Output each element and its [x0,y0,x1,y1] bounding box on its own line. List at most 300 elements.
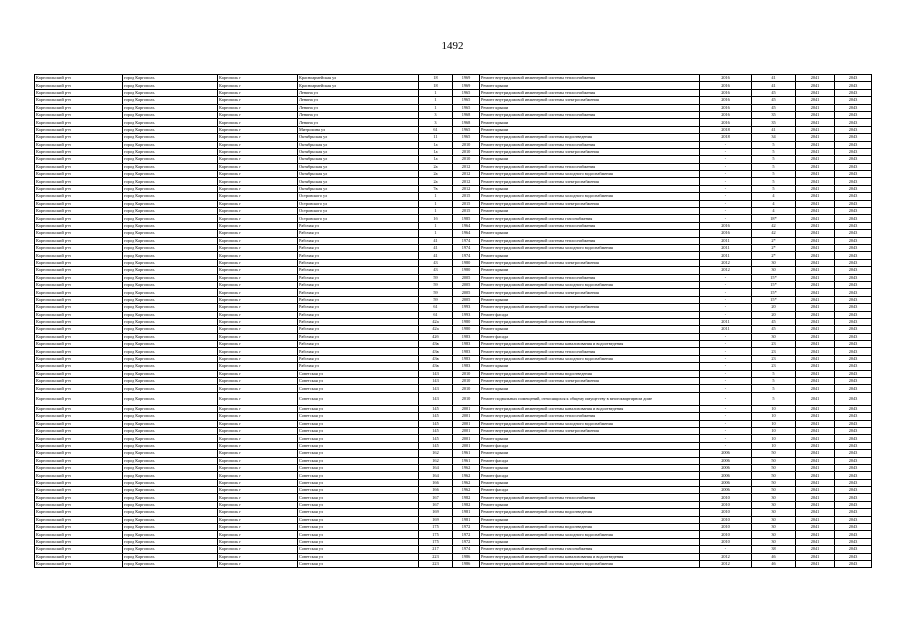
house-number-cell: 1а [419,156,453,163]
table-row [35,464,872,471]
locality-cell: Каргополь г [218,126,298,133]
last-repair-year-cell: - [700,304,752,311]
work-type-cell: Ремонт внутридомовой инженерной системы теплоснабжения [480,89,700,96]
house-number-cell: 2а [419,163,453,170]
plan-end-cell: 2043 [835,553,872,560]
plan-start-cell: 2041 [796,442,835,449]
wear-percent-cell: 5 [752,185,796,192]
house-number-cell: 11 [419,134,453,141]
district-cell: Каргопольский р-н [35,215,123,222]
last-repair-year-cell: - [700,348,752,355]
plan-start-cell: 2041 [796,370,835,377]
plan-start-cell: 2041 [796,141,835,148]
plan-end-cell: 2043 [835,509,872,516]
wear-percent-cell: 23 [752,355,796,362]
plan-start-cell: 2041 [796,561,835,568]
house-number-cell: 43 [419,267,453,274]
build-year-cell: 2005 [453,274,480,281]
work-type-cell: Ремонт внутридомовой инженерной системы водоотведения [480,524,700,531]
plan-end-cell: 2043 [835,304,872,311]
plan-start-cell: 2041 [796,89,835,96]
wear-percent-cell: 30 [752,267,796,274]
wear-percent-cell: 41 [752,126,796,133]
locality-cell: Каргополь г [218,111,298,118]
last-repair-year-cell: 2011 [700,318,752,325]
build-year-cell: 2010 [453,385,480,392]
last-repair-year-cell: 2012 [700,259,752,266]
house-number-cell: 217 [419,546,453,553]
work-type-cell: Ремонт внутридомовой инженерной системы холодного водоснабжения [480,531,700,538]
plan-start-cell: 2041 [796,435,835,442]
municipality-cell: город Каргополь [123,464,218,471]
build-year-cell: 1974 [453,237,480,244]
house-number-cell: 145 [419,427,453,434]
work-type-cell: Ремонт внутридомовой инженерной системы водоотведения [480,370,700,377]
last-repair-year-cell: 2006 [700,457,752,464]
locality-cell: Каргополь г [218,296,298,303]
house-number-cell: 1 [419,200,453,207]
wear-percent-cell: 35 [752,119,796,126]
district-cell: Каргопольский р-н [35,126,123,133]
street-cell: Советская ул [298,405,419,412]
plan-end-cell: 2043 [835,524,872,531]
last-repair-year-cell: - [700,193,752,200]
plan-start-cell: 2041 [796,156,835,163]
last-repair-year-cell: - [700,363,752,370]
table-row [35,119,872,126]
plan-start-cell: 2041 [796,304,835,311]
table-row [35,230,872,237]
build-year-cell: 1969 [453,75,480,82]
plan-start-cell: 2041 [796,427,835,434]
plan-start-cell: 2041 [796,355,835,362]
district-cell: Каргопольский р-н [35,289,123,296]
plan-start-cell: 2041 [796,479,835,486]
build-year-cell: 1972 [453,531,480,538]
wear-percent-cell: 30 [752,494,796,501]
district-cell: Каргопольский р-н [35,193,123,200]
district-cell: Каргопольский р-н [35,82,123,89]
district-cell: Каргопольский р-н [35,427,123,434]
locality-cell: Каргополь г [218,274,298,281]
plan-start-cell: 2041 [796,296,835,303]
district-cell: Каргопольский р-н [35,104,123,111]
locality-cell: Каргополь г [218,75,298,82]
house-number-cell: 59 [419,289,453,296]
municipality-cell: город Каргополь [123,405,218,412]
municipality-cell: город Каргополь [123,472,218,479]
house-number-cell: 145 [419,413,453,420]
build-year-cell: 1982 [453,501,480,508]
plan-start-cell: 2041 [796,244,835,251]
wear-percent-cell: 10 [752,442,796,449]
last-repair-year-cell: - [700,546,752,553]
plan-start-cell: 2041 [796,311,835,318]
table-row [35,281,872,288]
work-type-cell: Ремонт внутридомовой инженерной системы теплоснабжения [480,348,700,355]
district-cell: Каргопольский р-н [35,281,123,288]
street-cell: Советская ул [298,435,419,442]
plan-start-cell: 2041 [796,494,835,501]
build-year-cell: 1983 [453,348,480,355]
street-cell: Октябрьская ул [298,171,419,178]
street-cell: Рабочая ул [298,311,419,318]
last-repair-year-cell: - [700,156,752,163]
table-row [35,479,872,486]
plan-start-cell: 2041 [796,516,835,523]
municipality-cell: город Каргополь [123,531,218,538]
district-cell: Каргопольский р-н [35,333,123,340]
work-type-cell: Ремонт фасада [480,442,700,449]
plan-end-cell: 2043 [835,318,872,325]
locality-cell: Каргополь г [218,435,298,442]
wear-percent-cell: 46 [752,561,796,568]
work-type-cell: Ремонт внутридомовой инженерной системы газоснабжения [480,546,700,553]
municipality-cell: город Каргополь [123,148,218,155]
house-number-cell: 175 [419,531,453,538]
table-row [35,318,872,325]
last-repair-year-cell: - [700,392,752,405]
work-type-cell: Ремонт внутридомовой инженерной системы теплоснабжения [480,111,700,118]
street-cell: Советская ул [298,538,419,545]
last-repair-year-cell: - [700,355,752,362]
wear-percent-cell: 5 [752,178,796,185]
district-cell: Каргопольский р-н [35,259,123,266]
last-repair-year-cell: 2016 [700,119,752,126]
wear-percent-cell: 45 [752,326,796,333]
plan-end-cell: 2043 [835,363,872,370]
build-year-cell: 2012 [453,163,480,170]
build-year-cell: 1972 [453,524,480,531]
street-cell: Рабочая ул [298,252,419,259]
table-row [35,163,872,170]
locality-cell: Каргополь г [218,487,298,494]
street-cell: Красноармейская ул [298,82,419,89]
municipality-cell: город Каргополь [123,104,218,111]
locality-cell: Каргополь г [218,119,298,126]
district-cell: Каргопольский р-н [35,472,123,479]
plan-start-cell: 2041 [796,348,835,355]
wear-percent-cell: 50 [752,464,796,471]
house-number-cell: 41 [419,237,453,244]
plan-start-cell: 2041 [796,487,835,494]
build-year-cell: 1968 [453,111,480,118]
district-cell: Каргопольский р-н [35,89,123,96]
work-type-cell: Ремонт крыши [480,435,700,442]
table-row [35,304,872,311]
house-number-cell: 223 [419,561,453,568]
district-cell: Каргопольский р-н [35,75,123,82]
house-number-cell: 145 [419,435,453,442]
last-repair-year-cell: - [700,378,752,385]
table-row [35,222,872,229]
plan-end-cell: 2043 [835,501,872,508]
plan-end-cell: 2043 [835,326,872,333]
wear-percent-cell: 4 [752,200,796,207]
district-cell: Каргопольский р-н [35,378,123,385]
work-type-cell: Ремонт внутридомовой инженерной системы электроснабжения [480,378,700,385]
plan-end-cell: 2043 [835,296,872,303]
work-type-cell: Ремонт внутридомовой инженерной системы теплоснабжения [480,141,700,148]
plan-end-cell: 2043 [835,274,872,281]
work-type-cell: Ремонт крыши [480,82,700,89]
build-year-cell: 1986 [453,553,480,560]
district-cell: Каргопольский р-н [35,244,123,251]
last-repair-year-cell: - [700,420,752,427]
plan-end-cell: 2043 [835,289,872,296]
municipality-cell: город Каргополь [123,296,218,303]
table-row [35,378,872,385]
locality-cell: Каргополь г [218,450,298,457]
locality-cell: Каргополь г [218,178,298,185]
table-row [35,156,872,163]
plan-start-cell: 2041 [796,200,835,207]
plan-start-cell: 2041 [796,538,835,545]
build-year-cell: 2010 [453,370,480,377]
build-year-cell: 1974 [453,252,480,259]
work-type-cell: Ремонт внутридомовой инженерной системы теплоснабжения [480,494,700,501]
work-type-cell: Ремонт внутридомовой инженерной системы холодного водоснабжения [480,244,700,251]
last-repair-year-cell: 2010 [700,524,752,531]
house-number-cell: 1а [419,148,453,155]
build-year-cell: 1980 [453,326,480,333]
municipality-cell: город Каргополь [123,200,218,207]
house-number-cell: 1б [419,215,453,222]
house-number-cell: 145 [419,405,453,412]
wear-percent-cell: 42 [752,230,796,237]
plan-end-cell: 2043 [835,355,872,362]
house-number-cell: 1 [419,208,453,215]
build-year-cell: 1983 [453,363,480,370]
plan-end-cell: 2043 [835,413,872,420]
municipality-cell: город Каргополь [123,370,218,377]
locality-cell: Каргополь г [218,420,298,427]
work-type-cell: Ремонт внутридомовой инженерной системы канализования и водоотведения [480,553,700,560]
wear-percent-cell: 5 [752,156,796,163]
municipality-cell: город Каргополь [123,355,218,362]
last-repair-year-cell: 2010 [700,509,752,516]
street-cell: Советская ул [298,385,419,392]
district-cell: Каргопольский р-н [35,348,123,355]
plan-start-cell: 2041 [796,553,835,560]
plan-start-cell: 2041 [796,420,835,427]
district-cell: Каргопольский р-н [35,546,123,553]
wear-percent-cell: 30 [752,531,796,538]
locality-cell: Каргополь г [218,509,298,516]
municipality-cell: город Каргополь [123,546,218,553]
last-repair-year-cell: 2010 [700,501,752,508]
district-cell: Каргопольский р-н [35,561,123,568]
work-type-cell: Ремонт внутридомовой инженерной системы теплоснабжения [480,163,700,170]
work-type-cell: Ремонт внутридомовой инженерной системы холодного водоснабжения [480,420,700,427]
last-repair-year-cell: - [700,208,752,215]
last-repair-year-cell: - [700,171,752,178]
locality-cell: Каргополь г [218,348,298,355]
district-cell: Каргопольский р-н [35,185,123,192]
locality-cell: Каргополь г [218,318,298,325]
street-cell: Советская ул [298,464,419,471]
locality-cell: Каргополь г [218,355,298,362]
last-repair-year-cell: - [700,341,752,348]
street-cell: Советская ул [298,413,419,420]
district-cell: Каргопольский р-н [35,134,123,141]
locality-cell: Каргополь г [218,89,298,96]
house-number-cell: 1 [419,104,453,111]
district-cell: Каргопольский р-н [35,267,123,274]
municipality-cell: город Каргополь [123,259,218,266]
district-cell: Каргопольский р-н [35,392,123,405]
locality-cell: Каргополь г [218,413,298,420]
plan-end-cell: 2043 [835,494,872,501]
wear-percent-cell: 15* [752,296,796,303]
last-repair-year-cell: 2018 [700,126,752,133]
locality-cell: Каргополь г [218,392,298,405]
plan-start-cell: 2041 [796,326,835,333]
table-row [35,244,872,251]
district-cell: Каргопольский р-н [35,355,123,362]
street-cell: Советская ул [298,546,419,553]
district-cell: Каргопольский р-н [35,156,123,163]
work-type-cell: Ремонт внутридомовой инженерной системы электроснабжения [480,427,700,434]
plan-end-cell: 2043 [835,111,872,118]
last-repair-year-cell: 2010 [700,494,752,501]
work-type-cell: Ремонт внутридомовой инженерной системы теплоснабжения [480,274,700,281]
wear-percent-cell: 5 [752,392,796,405]
street-cell: Советская ул [298,370,419,377]
street-cell: Советская ул [298,494,419,501]
last-repair-year-cell: - [700,163,752,170]
wear-percent-cell: 50 [752,450,796,457]
plan-start-cell: 2041 [796,546,835,553]
work-type-cell: Ремонт внутридомовой инженерной системы теплоснабжения [480,222,700,229]
municipality-cell: город Каргополь [123,450,218,457]
table-row [35,171,872,178]
municipality-cell: город Каргополь [123,348,218,355]
table-row [35,289,872,296]
table-row [35,208,872,215]
street-cell: Октябрьская ул [298,134,419,141]
house-number-cell: 1 [419,193,453,200]
house-number-cell: 41 [419,252,453,259]
work-type-cell: Ремонт внутридомовой инженерной системы водоотведения [480,509,700,516]
plan-start-cell: 2041 [796,126,835,133]
plan-end-cell: 2043 [835,333,872,340]
work-type-cell: Ремонт внутридомовой инженерной системы холодного водоснабжения [480,171,700,178]
table-row [35,326,872,333]
wear-percent-cell: 45 [752,104,796,111]
work-type-cell: Ремонт внутридомовой инженерной системы канализования и водоотведения [480,341,700,348]
plan-end-cell: 2043 [835,222,872,229]
last-repair-year-cell: 2016 [700,75,752,82]
street-cell: Октябрьская ул [298,163,419,170]
last-repair-year-cell: - [700,413,752,420]
house-number-cell: 164 [419,464,453,471]
street-cell: Рабочая ул [298,222,419,229]
district-cell: Каргопольский р-н [35,363,123,370]
street-cell: Красноармейская ул [298,75,419,82]
house-number-cell: 145 [419,442,453,449]
table-row [35,311,872,318]
district-cell: Каргопольский р-н [35,141,123,148]
build-year-cell: 1972 [453,538,480,545]
work-type-cell: Ремонт крыши [480,119,700,126]
work-type-cell: Ремонт внутридомовой инженерной системы теплоснабжения [480,75,700,82]
work-type-cell: Ремонт внутридомовой инженерной системы теплоснабжения [480,237,700,244]
street-cell: Советская ул [298,509,419,516]
locality-cell: Каргополь г [218,259,298,266]
wear-percent-cell: 20 [752,311,796,318]
build-year-cell: 1965 [453,89,480,96]
last-repair-year-cell: 2012 [700,553,752,560]
plan-end-cell: 2043 [835,193,872,200]
street-cell: Советская ул [298,531,419,538]
street-cell: Советская ул [298,553,419,560]
plan-start-cell: 2041 [796,171,835,178]
wear-percent-cell: 2* [752,244,796,251]
last-repair-year-cell: - [700,289,752,296]
house-number-cell: 145 [419,420,453,427]
municipality-cell: город Каргополь [123,82,218,89]
plan-end-cell: 2043 [835,148,872,155]
street-cell: Советская ул [298,442,419,449]
district-cell: Каргопольский р-н [35,487,123,494]
plan-start-cell: 2041 [796,472,835,479]
locality-cell: Каргополь г [218,163,298,170]
plan-end-cell: 2043 [835,487,872,494]
locality-cell: Каргополь г [218,104,298,111]
build-year-cell: 2012 [453,185,480,192]
municipality-cell: город Каргополь [123,163,218,170]
house-number-cell: 1 [419,97,453,104]
plan-start-cell: 2041 [796,524,835,531]
house-number-cell: 2а [419,178,453,185]
house-number-cell: 1 [419,230,453,237]
build-year-cell: 2015 [453,208,480,215]
wear-percent-cell: 50 [752,457,796,464]
house-number-cell: 143 [419,370,453,377]
work-type-cell: Ремонт внутридомовой инженерной системы электроснабжения [480,289,700,296]
locality-cell: Каргополь г [218,237,298,244]
house-number-cell: 175 [419,538,453,545]
plan-start-cell: 2041 [796,464,835,471]
district-cell: Каргопольский р-н [35,222,123,229]
work-type-cell: Ремонт внутридомовой инженерной системы холодного водоснабжения [480,193,700,200]
work-type-cell: Ремонт крыши [480,252,700,259]
municipality-cell: город Каргополь [123,516,218,523]
wear-percent-cell: 10 [752,420,796,427]
last-repair-year-cell: - [700,405,752,412]
locality-cell: Каргополь г [218,363,298,370]
street-cell: Рабочая ул [298,244,419,251]
last-repair-year-cell: 2018 [700,134,752,141]
locality-cell: Каргополь г [218,501,298,508]
street-cell: Советская ул [298,479,419,486]
work-type-cell: Ремонт внутридомовой инженерной системы электроснабжения [480,148,700,155]
work-type-cell: Ремонт внутридомовой инженерной системы холодного водоснабжения [480,561,700,568]
municipality-cell: город Каргополь [123,318,218,325]
municipality-cell: город Каргополь [123,435,218,442]
table-row [35,237,872,244]
work-type-cell: Ремонт крыши [480,501,700,508]
build-year-cell: 2015 [453,200,480,207]
wear-percent-cell: 30 [752,538,796,545]
table-row [35,215,872,222]
street-cell: Советская ул [298,420,419,427]
build-year-cell: 1981 [453,509,480,516]
build-year-cell: 1985 [453,215,480,222]
municipality-cell: город Каргополь [123,333,218,340]
plan-start-cell: 2041 [796,267,835,274]
